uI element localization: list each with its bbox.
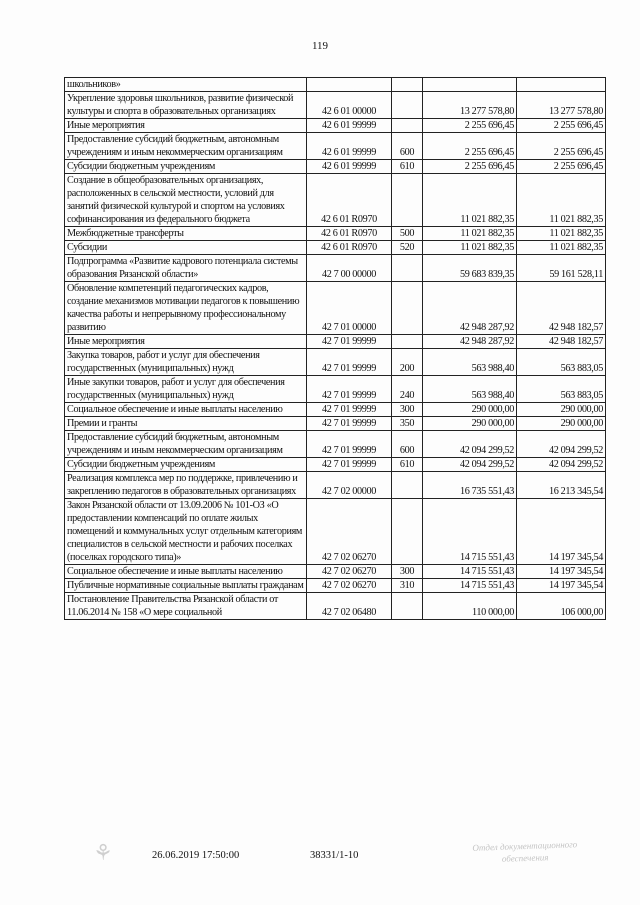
row-name: Подпрограмма «Развитие кадрового потенциала системы образования Рязанской области» <box>65 255 307 282</box>
row-amount-2: 106 000,00 <box>517 593 606 620</box>
row-name: Реализация комплекса мер по поддержке, привлечению и закреплению педагогов в образовательных организациях <box>65 472 307 499</box>
page-number: 119 <box>311 40 329 52</box>
budget-table <box>64 77 606 620</box>
row-amount-1: 14 715 551,43 <box>423 499 517 565</box>
row-target-code: 42 7 02 00000 <box>307 472 392 499</box>
row-expense-type: 610 <box>392 160 423 174</box>
row-name: Предоставление субсидий бюджетным, автономным учреждениям и иным некоммерческим организациям <box>65 431 307 458</box>
row-amount-1: 11 021 882,35 <box>423 227 517 241</box>
row-name: Создание в общеобразовательных организациях, расположенных в сельской местности, условий для занятий физической культурой и спортом на условиях софинансирования из федерального бюджета <box>65 174 307 227</box>
table-row <box>65 282 606 335</box>
row-amount-1: 42 094 299,52 <box>423 458 517 472</box>
row-name: Закон Рязанской области от 13.09.2006 № 101-ОЗ «О предоставлении компенсаций по оплате жилых помещений и коммунальных услуг отдельным категориям специалистов в сельской местности и рабочих поселках (поселках городского типа)» <box>65 499 307 565</box>
row-amount-1: 110 000,00 <box>423 593 517 620</box>
table-row <box>65 565 606 579</box>
row-amount-2: 42 948 182,57 <box>517 335 606 349</box>
table-row <box>65 431 606 458</box>
row-expense-type <box>392 472 423 499</box>
row-name: Закупка товаров, работ и услуг для обеспечения государственных (муниципальных) нужд <box>65 349 307 376</box>
row-amount-2: 2 255 696,45 <box>517 119 606 133</box>
row-amount-1 <box>423 78 517 92</box>
row-name: Социальное обеспечение и иные выплаты населению <box>65 403 307 417</box>
row-name: Субсидии бюджетным учреждениям <box>65 458 307 472</box>
row-amount-1: 14 715 551,43 <box>423 565 517 579</box>
row-expense-type: 600 <box>392 431 423 458</box>
row-expense-type: 520 <box>392 241 423 255</box>
row-name: Публичные нормативные социальные выплаты гражданам <box>65 579 307 593</box>
row-amount-2: 42 948 182,57 <box>517 282 606 335</box>
watermark-stamp: Отдел документационного обеспечения <box>472 839 578 864</box>
row-expense-type <box>392 174 423 227</box>
row-amount-1: 2 255 696,45 <box>423 133 517 160</box>
emblem-mark: ⚘ <box>93 840 113 865</box>
row-target-code: 42 7 02 06270 <box>307 499 392 565</box>
row-expense-type: 300 <box>392 565 423 579</box>
row-target-code: 42 7 01 00000 <box>307 282 392 335</box>
row-target-code: 42 6 01 99999 <box>307 160 392 174</box>
row-amount-2: 13 277 578,80 <box>517 92 606 119</box>
table-row <box>65 78 606 92</box>
row-amount-2: 11 021 882,35 <box>517 241 606 255</box>
row-amount-1: 13 277 578,80 <box>423 92 517 119</box>
row-amount-1: 290 000,00 <box>423 403 517 417</box>
row-name: Иные мероприятия <box>65 335 307 349</box>
row-amount-2: 2 255 696,45 <box>517 133 606 160</box>
row-expense-type <box>392 593 423 620</box>
row-expense-type <box>392 78 423 92</box>
row-amount-1: 2 255 696,45 <box>423 119 517 133</box>
row-target-code: 42 7 01 99999 <box>307 417 392 431</box>
row-amount-2: 59 161 528,11 <box>517 255 606 282</box>
row-name: Иные мероприятия <box>65 119 307 133</box>
table-row <box>65 241 606 255</box>
row-name: школьников» <box>65 78 307 92</box>
table-row <box>65 579 606 593</box>
row-name: Межбюджетные трансферты <box>65 227 307 241</box>
row-amount-2: 563 883,05 <box>517 376 606 403</box>
table-row <box>65 92 606 119</box>
row-target-code: 42 7 01 99999 <box>307 403 392 417</box>
table-row <box>65 133 606 160</box>
row-name: Иные закупки товаров, работ и услуг для обеспечения государственных (муниципальных) нужд <box>65 376 307 403</box>
row-amount-2: 42 094 299,52 <box>517 431 606 458</box>
row-target-code: 42 6 01 99999 <box>307 119 392 133</box>
row-amount-2: 42 094 299,52 <box>517 458 606 472</box>
table-row <box>65 174 606 227</box>
row-amount-1: 42 948 287,92 <box>423 335 517 349</box>
row-expense-type <box>392 119 423 133</box>
row-expense-type <box>392 499 423 565</box>
table-row <box>65 349 606 376</box>
row-name: Предоставление субсидий бюджетным, автономным учреждениям и иным некоммерческим организациям <box>65 133 307 160</box>
row-expense-type <box>392 282 423 335</box>
row-amount-1: 290 000,00 <box>423 417 517 431</box>
row-amount-2: 290 000,00 <box>517 417 606 431</box>
table-row <box>65 227 606 241</box>
row-target-code: 42 7 02 06270 <box>307 565 392 579</box>
table-row <box>65 403 606 417</box>
row-target-code: 42 7 01 99999 <box>307 335 392 349</box>
row-amount-1: 563 988,40 <box>423 349 517 376</box>
row-expense-type <box>392 335 423 349</box>
table-row <box>65 593 606 620</box>
row-amount-1: 42 094 299,52 <box>423 431 517 458</box>
row-amount-1: 14 715 551,43 <box>423 579 517 593</box>
row-amount-1: 2 255 696,45 <box>423 160 517 174</box>
row-expense-type: 500 <box>392 227 423 241</box>
row-expense-type: 600 <box>392 133 423 160</box>
row-target-code: 42 6 01 R0970 <box>307 174 392 227</box>
row-amount-2: 290 000,00 <box>517 403 606 417</box>
table-row <box>65 335 606 349</box>
row-amount-1: 42 948 287,92 <box>423 282 517 335</box>
budget-table-body <box>65 78 606 620</box>
row-amount-1: 563 988,40 <box>423 376 517 403</box>
row-expense-type <box>392 255 423 282</box>
row-target-code: 42 6 01 00000 <box>307 92 392 119</box>
row-amount-2 <box>517 78 606 92</box>
row-expense-type: 350 <box>392 417 423 431</box>
table-row <box>65 472 606 499</box>
row-name: Премии и гранты <box>65 417 307 431</box>
table-row <box>65 417 606 431</box>
row-expense-type: 240 <box>392 376 423 403</box>
row-amount-2: 16 213 345,54 <box>517 472 606 499</box>
row-target-code: 42 7 01 99999 <box>307 349 392 376</box>
row-name: Субсидии бюджетным учреждениям <box>65 160 307 174</box>
row-target-code: 42 7 02 06270 <box>307 579 392 593</box>
row-amount-1: 11 021 882,35 <box>423 241 517 255</box>
footer-datetime: 26.06.2019 17:50:00 <box>152 850 240 861</box>
row-name: Обновление компетенций педагогических кадров, создание механизмов мотивации педагогов к повышению качества работы и непрерывному профессиональному развитию <box>65 282 307 335</box>
table-row <box>65 160 606 174</box>
row-expense-type: 200 <box>392 349 423 376</box>
row-expense-type: 300 <box>392 403 423 417</box>
row-name: Субсидии <box>65 241 307 255</box>
table-row <box>65 376 606 403</box>
row-target-code: 42 6 01 R0970 <box>307 227 392 241</box>
row-amount-1: 11 021 882,35 <box>423 174 517 227</box>
row-target-code: 42 7 01 99999 <box>307 376 392 403</box>
row-target-code <box>307 78 392 92</box>
row-amount-2: 14 197 345,54 <box>517 579 606 593</box>
table-row <box>65 119 606 133</box>
table-row <box>65 255 606 282</box>
row-target-code: 42 7 02 06480 <box>307 593 392 620</box>
row-name: Укрепление здоровья школьников, развитие физической культуры и спорта в образовательных организациях <box>65 92 307 119</box>
row-amount-2: 2 255 696,45 <box>517 160 606 174</box>
table-row <box>65 499 606 565</box>
row-amount-2: 563 883,05 <box>517 349 606 376</box>
row-target-code: 42 6 01 99999 <box>307 133 392 160</box>
row-amount-1: 59 683 839,35 <box>423 255 517 282</box>
row-target-code: 42 7 01 99999 <box>307 431 392 458</box>
footer-doc-number: 38331/1-10 <box>310 850 359 861</box>
row-amount-2: 14 197 345,54 <box>517 565 606 579</box>
row-expense-type <box>392 92 423 119</box>
row-target-code: 42 6 01 R0970 <box>307 241 392 255</box>
row-amount-1: 16 735 551,43 <box>423 472 517 499</box>
row-amount-2: 11 021 882,35 <box>517 227 606 241</box>
row-amount-2: 11 021 882,35 <box>517 174 606 227</box>
row-name: Постановление Правительства Рязанской области от 11.06.2014 № 158 «О мере социальной <box>65 593 307 620</box>
row-name: Социальное обеспечение и иные выплаты населению <box>65 565 307 579</box>
row-target-code: 42 7 00 00000 <box>307 255 392 282</box>
row-expense-type: 310 <box>392 579 423 593</box>
row-expense-type: 610 <box>392 458 423 472</box>
row-target-code: 42 7 01 99999 <box>307 458 392 472</box>
row-amount-2: 14 197 345,54 <box>517 499 606 565</box>
table-row <box>65 458 606 472</box>
